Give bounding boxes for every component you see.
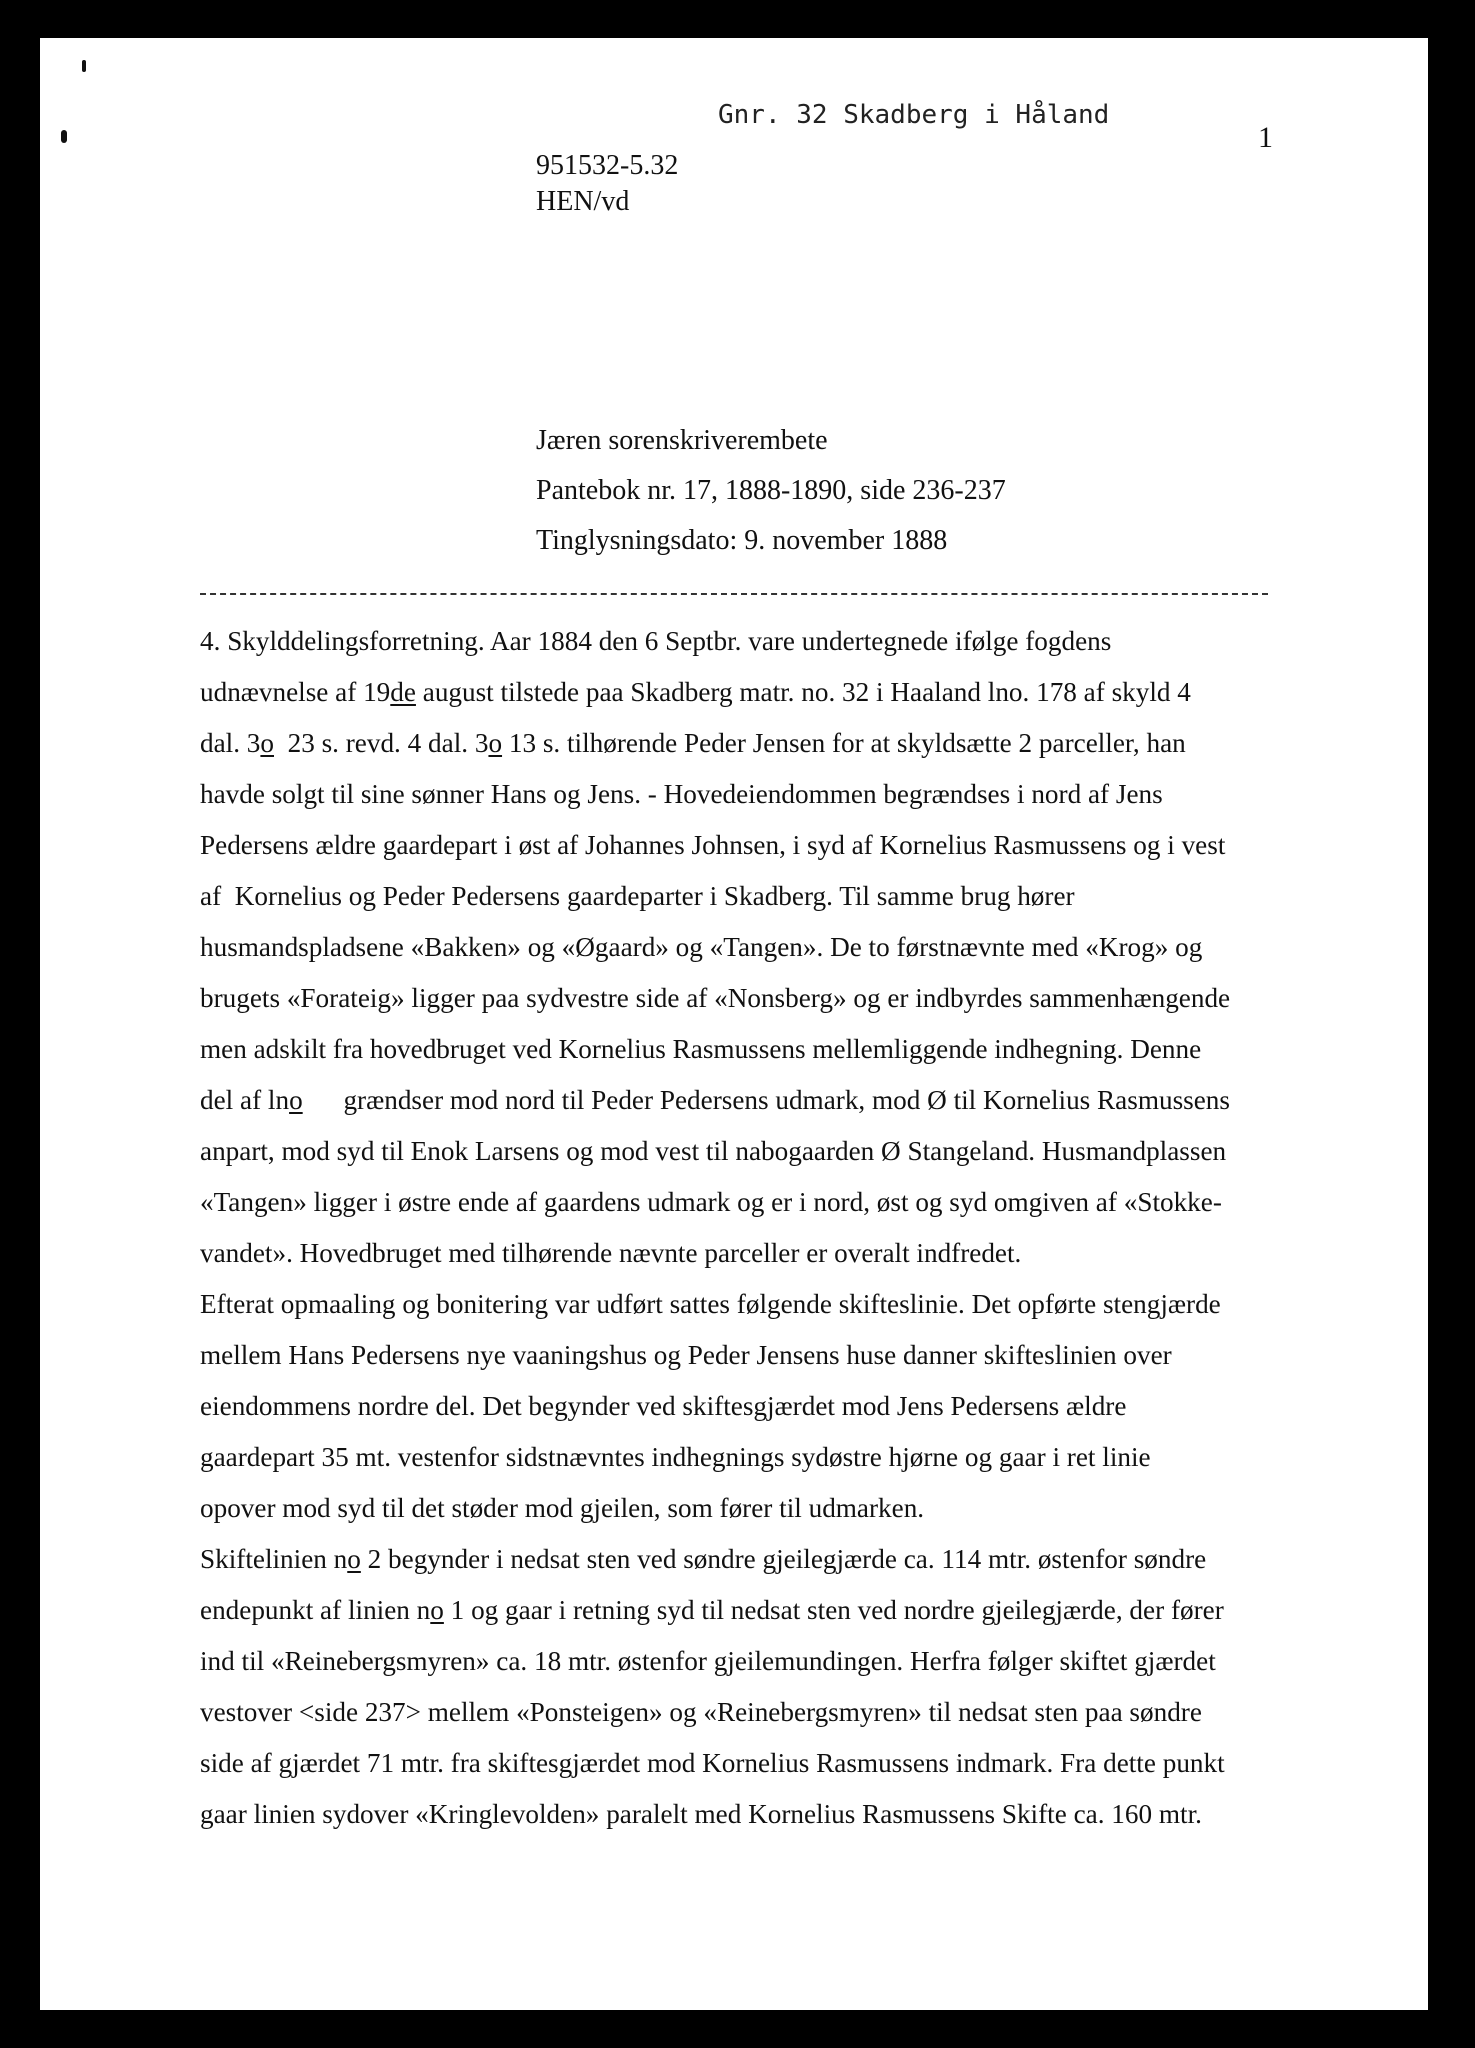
text-run: husmandspladsene «Bakken» og «Øgaard» og «Tangen». De to førstnævnte med «Krog» og	[200, 932, 1203, 962]
source-office: Jæren sorenskriverembete	[536, 425, 828, 456]
text-run: af Kornelius og Peder Pedersens gaardeparter i Skadberg. Til samme brug hører	[200, 881, 1075, 911]
text-line	[200, 1024, 1300, 1075]
text-line	[200, 1534, 1300, 1585]
text-line	[200, 1636, 1300, 1687]
text-line	[200, 1381, 1300, 1432]
underlined-abbreviation: de	[390, 677, 416, 707]
text-run: Skiftelinien n	[200, 1544, 348, 1574]
text-run: udnævnelse af 19	[200, 677, 391, 707]
text-line	[200, 1330, 1300, 1381]
text-line	[200, 1687, 1300, 1738]
text-line	[200, 1432, 1300, 1483]
text-line	[200, 667, 1300, 718]
text-line	[200, 973, 1300, 1024]
text-line	[200, 1075, 1300, 1126]
typed-title: Gnr. 32 Skadberg i Håland	[718, 100, 1110, 130]
text-line	[200, 718, 1300, 769]
text-run: opover mod syd til det støder mod gjeilen, som fører til udmarken.	[200, 1493, 925, 1523]
text-run: gaar linien sydover «Kringlevolden» paralelt med Kornelius Rasmussens Skifte ca. 160 mtr.	[200, 1799, 1202, 1829]
text-run: mellem Hans Pedersens nye vaaningshus og Peder Jensens huse danner skifteslinien over	[200, 1340, 1172, 1370]
scan-speck	[82, 60, 86, 72]
text-run: 1 og gaar i retning syd til nedsat sten ved nordre gjeilegjærde, der fører	[443, 1595, 1224, 1625]
transcription-body	[200, 616, 1300, 1840]
text-line	[200, 1177, 1300, 1228]
page-number: 1	[1258, 121, 1273, 154]
text-line	[200, 1483, 1300, 1534]
text-run: endepunkt af linien n	[200, 1595, 431, 1625]
text-run: men adskilt fra hovedbruget ved Kornelius Rasmussens mellemliggende indhegning. Denne	[200, 1034, 1202, 1064]
text-run: vandet». Hovedbruget med tilhørende nævnte parceller er overalt indfredet.	[200, 1238, 1022, 1268]
text-run: brugets «Forateig» ligger paa sydvestre side af «Nonsberg» og er indbyrdes sammenhængende	[200, 983, 1231, 1013]
text-line	[200, 1789, 1300, 1840]
registration-date: Tinglysningsdato: 9. november 1888	[536, 525, 948, 556]
text-run: del af ln	[200, 1085, 290, 1115]
text-line	[200, 1126, 1300, 1177]
text-line	[200, 820, 1300, 871]
text-line	[200, 871, 1300, 922]
text-line	[200, 1279, 1300, 1330]
source-book: Pantebok nr. 17, 1888-1890, side 236-237	[536, 475, 1006, 506]
text-run: 23 s. revd. 4 dal. 3	[274, 728, 489, 758]
text-line	[200, 922, 1300, 973]
document-page	[40, 38, 1428, 2010]
dashed-divider	[200, 593, 1268, 595]
underlined-abbreviation: o	[260, 728, 274, 758]
text-line	[200, 769, 1300, 820]
text-run: ind til «Reinebergsmyren» ca. 18 mtr. østenfor gjeilemundingen. Herfra følger skiftet gjærdet	[200, 1646, 1216, 1676]
text-run: 13 s. tilhørende Peder Jensen for at skyldsætte 2 parceller, han	[502, 728, 1186, 758]
text-line	[200, 1738, 1300, 1789]
text-run: grændser mod nord til Peder Pedersens udmark, mod Ø til Kornelius Rasmussens	[302, 1085, 1230, 1115]
text-run: dal. 3	[200, 728, 261, 758]
text-run: Pedersens ældre gaardepart i øst af Johannes Johnsen, i syd af Kornelius Rasmussens og i vest	[200, 830, 1226, 860]
text-run: vestover <side 237> mellem «Ponsteigen» og «Reinebergsmyren» til nedsat sten paa søndre	[200, 1697, 1202, 1727]
text-run: 4. Skylddelingsforretning. Aar 1884 den 6 Septbr. vare undertegnede ifølge fogdens	[200, 626, 1112, 656]
text-run: «Tangen» ligger i østre ende af gaardens udmark og er i nord, øst og syd omgiven af «Stokke-	[200, 1187, 1222, 1217]
text-line	[200, 616, 1300, 667]
underlined-abbreviation: o	[347, 1544, 361, 1574]
text-run: side af gjærdet 71 mtr. fra skiftesgjærdet mod Kornelius Rasmussens indmark. Fra dette punkt	[200, 1748, 1225, 1778]
text-run: gaardepart 35 mt. vestenfor sidstnævntes indhegnings sydøstre hjørne og gaar i ret linie	[200, 1442, 1151, 1472]
underlined-abbreviation: o	[289, 1085, 303, 1115]
text-run: anpart, mod syd til Enok Larsens og mod vest til nabogaarden Ø Stangeland. Husmandplassen	[200, 1136, 1227, 1166]
text-line	[200, 1228, 1300, 1279]
underlined-abbreviation: o	[430, 1595, 444, 1625]
text-run: havde solgt til sine sønner Hans og Jens. - Hovedeiendommen begrændses i nord af Jens	[200, 779, 1163, 809]
scan-speck	[61, 130, 67, 143]
initials: HEN/vd	[536, 186, 630, 217]
text-line	[200, 1585, 1300, 1636]
text-run: august tilstede paa Skadberg matr. no. 32 i Haaland lno. 178 af skyld 4	[415, 677, 1191, 707]
underlined-abbreviation: o	[488, 728, 503, 758]
text-run: 2 begynder i nedsat sten ved søndre gjeilegjærde ca. 114 mtr. østenfor søndre	[360, 1544, 1207, 1574]
text-run: eiendommens nordre del. Det begynder ved skiftesgjærdet mod Jens Pedersens ældre	[200, 1391, 1127, 1421]
reference-code: 951532-5.32	[536, 150, 679, 181]
text-run: Efterat opmaaling og bonitering var udført sattes følgende skifteslinie. Det opførte stengjærde	[200, 1289, 1221, 1319]
